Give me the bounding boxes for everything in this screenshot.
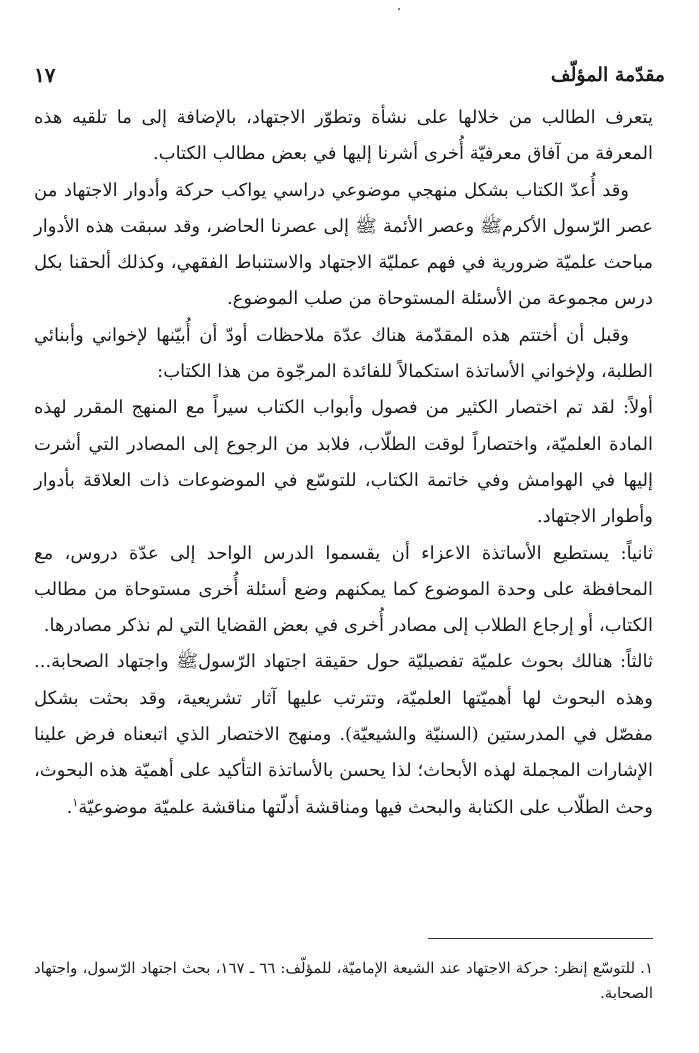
running-header <box>34 60 665 90</box>
paragraph-2: وقد أُعدّ الكتاب بشكل منهجي موضوعي دراسي يواكب حركة وأدوار الاجتهاد من عصر الرّسول الأكرمﷺ وعصر الأئمة ﷺ إلى عصرنا الحاضر، وقد سبقت هذه الأدوار مباحث علميّة ضرورية في فهم عمليّة الاجتهاد والاستنباط الفقهي، وكذلك ألحقنا بكل درس مجموعة من الأسئلة المستوحاة من صلب الموضوع. <box>34 179 653 310</box>
footnote-1: ١. للتوسّع إنظر: حركة الاجتهاد عند الشيعة الإماميّة، للمؤلّف: ٦٦ ـ ١٦٧، بحث اجتهاد الرّسول، واجتهاد الصحابة. <box>34 959 654 1002</box>
footnote-reference[interactable]: ١ <box>72 795 79 809</box>
paragraph-3: وقبل أن أختتم هذه المقدّمة هناك عدّة ملاحظات أودّ أن أُبيّنها لإخواني وأبنائي الطلبة، ولإخواني الأساتذة استكمالاً للفائدة المرجّوة من هذا الكتاب: <box>34 324 653 383</box>
paragraph-6-text: ثالثاً: هنالك بحوث علميّة تفصيليّة حول حقيقة اجتهاد الرّسولﷺ واجتهاد الصحابة... وهذه البحوث لها أهميّتها العلميّة، وتترتب عليها آثار تشريعية، وقد بحثت بشكل مفصّل في المدرستين (السنيّة والشيعيّة). ومنهج الاختصار الذي اتبعناه فرض علينا الإشارات المجملة لهذه الأبحاث؛ لذا يحسن بالأساتذة التأكيد على أهميّة هذه البحوث، وحث الطلّاب على الكتابة والبحث فيها ومناقشة أدلّتها مناقشة علميّة موضوعيّة <box>34 651 653 818</box>
footnote-separator <box>428 938 653 939</box>
paragraph-4: أولاً: لقد تم اختصار الكثير من فصول وأبواب الكتاب سيراً مع المنهج المقرر لهذه المادة العلميّة، واختصاراً لوقت الطلّاب، فلابد من الرجوع إلى المصادر التي أشرت إليها في الهوامش وفي خاتمة الكتاب، للتوسّع في الموضوعات ذات العلاقة بأدوار وأطوار الاجتهاد. <box>34 397 653 528</box>
main-text <box>34 100 653 826</box>
header-title: مقدّمة المؤلّف <box>550 64 665 86</box>
paragraph-5: ثانياً: يستطيع الأساتذة الاعزاء أن يقسموا الدرس الواحد إلى عدّة دروس، مع المحافظة على وحدة الموضوع كما يمكنهم وضع أسئلة أُخرى مستوحاة من مطالب الكتاب، أو إرجاع الطلاب إلى مصادر أُخرى في بعض القضايا التي لم نذكر مصادرها. <box>34 542 653 637</box>
scan-speck <box>398 8 400 10</box>
footnotes <box>34 956 653 1006</box>
paragraph-1: يتعرف الطالب من خلالها على نشأة وتطوّر الاجتهاد، بالإضافة إلى ما تلقيه هذه المعرفة من آفاق معرفيّة أُخرى أشرنا إليها في بعض مطالب الكتاب. <box>34 107 653 165</box>
page-number: ١٧ <box>34 63 56 87</box>
paragraph-6 <box>34 644 653 825</box>
paragraph-6-end: . <box>66 796 73 818</box>
